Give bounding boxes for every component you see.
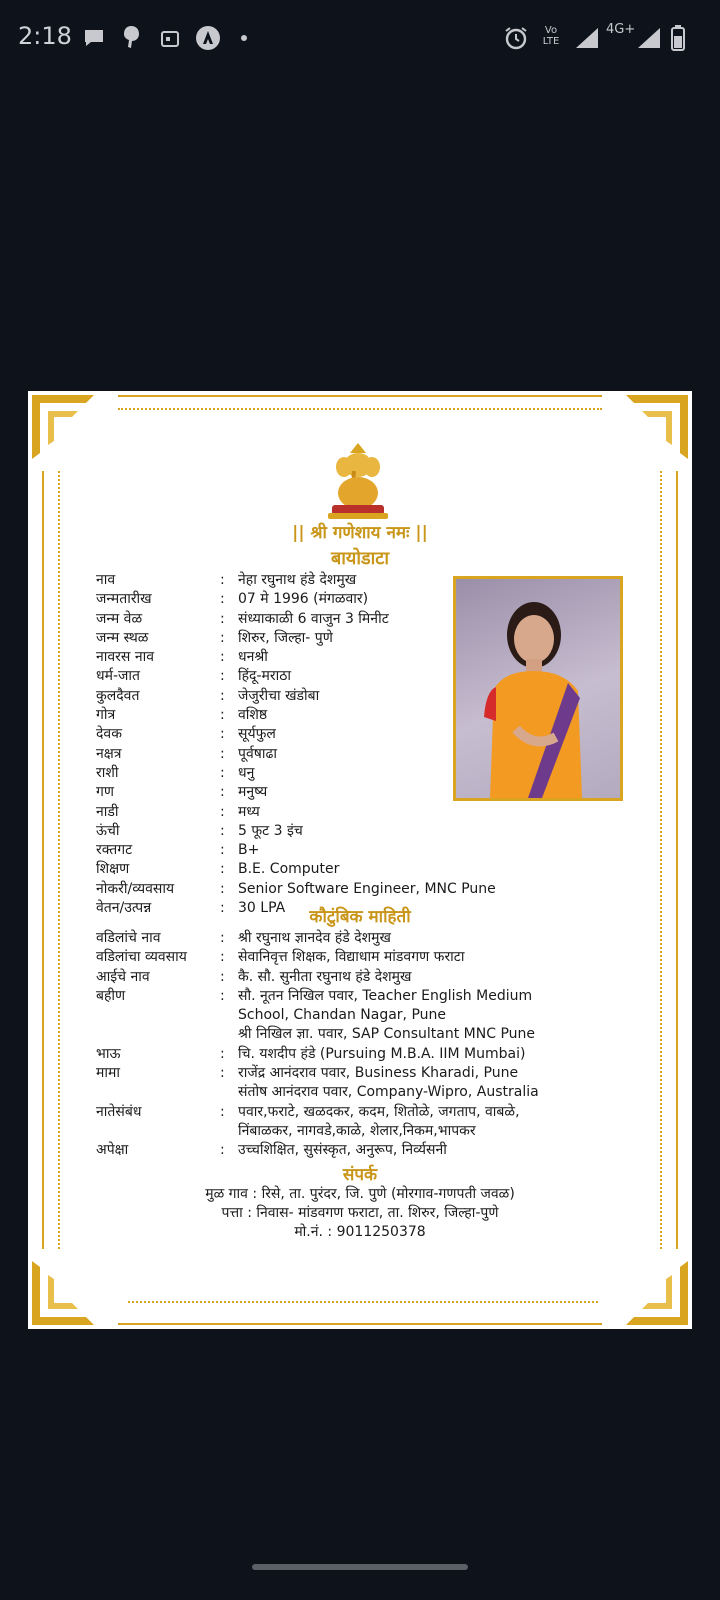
detail-row [96, 687, 656, 706]
detail-label: मामा [96, 1065, 120, 1082]
family-details [96, 929, 656, 1161]
colon-separator: : [220, 900, 225, 917]
detail-row [96, 987, 656, 1006]
colon-separator: : [220, 987, 225, 1004]
ganesh-idol-image [324, 441, 392, 521]
detail-label: जन्म वेळ [96, 610, 143, 627]
colon-separator: : [220, 784, 225, 801]
frame-border [118, 1323, 602, 1325]
detail-value: 5 फूट 3 इंच [238, 822, 303, 839]
colon-separator: : [220, 610, 225, 627]
detail-label [96, 1083, 220, 1102]
detail-value: निंबाळकर, नागवडे,काळे, शेलार,निकम,भापकर [238, 1122, 476, 1139]
detail-value: मध्य [238, 803, 260, 820]
detail-label: शिक्षण [96, 861, 130, 878]
colon-separator: : [220, 949, 225, 966]
detail-label: कुलदैवत [96, 687, 140, 704]
dot-icon [240, 34, 248, 42]
dotted-border [118, 408, 602, 410]
detail-label [96, 1025, 220, 1044]
detail-label [96, 1122, 220, 1141]
colon-separator: : [220, 629, 225, 646]
detail-value: संध्याकाळी 6 वाजुन 3 मिनीट [238, 610, 389, 627]
detail-label: अपेक्षा [96, 1142, 129, 1159]
detail-label: नाडी [96, 803, 119, 820]
detail-value: कै. सौ. सुनीता रघुनाथ हंडे देशमुख [238, 968, 412, 985]
detail-value: शिरुर, जिल्हा- पुणे [238, 629, 333, 646]
detail-label: रक्तगट [96, 842, 133, 859]
detail-value: Senior Software Engineer, MNC Pune [238, 880, 496, 897]
calendar-icon [160, 28, 180, 48]
detail-label: जन्मतारीख [96, 591, 152, 608]
colon-separator: : [220, 1045, 225, 1062]
frame-border [42, 471, 44, 1249]
detail-row [96, 968, 656, 987]
detail-value: नेहा रघुनाथ हंडे देशमुख [238, 572, 357, 588]
detail-label: भाऊ [96, 1045, 121, 1062]
detail-row [96, 841, 656, 860]
detail-row [96, 745, 656, 764]
detail-label: जन्म स्थळ [96, 629, 149, 646]
contact-heading: संपर्क [342, 1165, 378, 1185]
colon-separator: : [220, 745, 225, 762]
detail-label: नोकरी/व्यवसाय [96, 880, 175, 897]
colon-separator: : [220, 649, 225, 666]
detail-value: संतोष आनंदराव पवार, Company-Wipro, Australia [238, 1084, 539, 1101]
signal-4g-icon [636, 26, 662, 50]
colon-separator [220, 1122, 238, 1141]
detail-value: वशिष्ठ [238, 707, 268, 724]
dotted-border [58, 471, 60, 1249]
detail-value: श्री निखिल ज्ञा. पवार, SAP Consultant MNC Pune [238, 1026, 535, 1043]
detail-row [96, 803, 656, 822]
detail-row [96, 880, 656, 899]
detail-row [96, 860, 656, 879]
dotted-border [128, 1301, 598, 1303]
detail-label: वेतन/उत्पन्न [96, 900, 152, 917]
colon-separator: : [220, 687, 225, 704]
battery-icon [670, 24, 686, 52]
detail-label: राशी [96, 764, 119, 781]
detail-value: हिंदू-मराठा [238, 668, 292, 685]
detail-row [96, 783, 656, 802]
colon-separator [220, 1025, 238, 1044]
status-bar [0, 0, 720, 78]
ai-icon [195, 25, 221, 51]
detail-label: देवक [96, 726, 122, 743]
colon-separator: : [220, 968, 225, 985]
colon-separator: : [220, 880, 225, 897]
biodata-card [28, 391, 692, 1329]
detail-value: School, Chandan Nagar, Pune [238, 1007, 446, 1024]
detail-value: धनश्री [238, 649, 268, 666]
colon-separator: : [220, 822, 225, 839]
corner-ornament [624, 1261, 688, 1325]
detail-row [96, 667, 656, 686]
detail-value: सूर्यफुल [238, 726, 276, 743]
detail-value: B+ [238, 842, 260, 859]
detail-label: गण [96, 784, 115, 801]
colon-separator: : [220, 668, 225, 685]
detail-label: बहीण [96, 987, 126, 1004]
detail-value: राजेंद्र आनंदराव पवार, Business Kharadi, Pune [238, 1065, 519, 1082]
personal-details [96, 571, 656, 918]
detail-row [96, 571, 656, 590]
detail-row [96, 948, 656, 967]
colon-separator: : [220, 803, 225, 820]
detail-row [96, 1006, 656, 1025]
detail-row [96, 1122, 656, 1141]
home-indicator[interactable] [252, 1564, 468, 1570]
detail-label: आईचे नाव [96, 968, 150, 985]
detail-row [96, 1064, 656, 1083]
detail-value: मनुष्य [238, 784, 268, 801]
detail-value: पूर्वषाढा [238, 745, 277, 762]
detail-row [96, 725, 656, 744]
detail-row [96, 764, 656, 783]
colon-separator: : [220, 726, 225, 743]
detail-value: श्री रघुनाथ ज्ञानदेव हंडे देशमुख [238, 930, 391, 946]
detail-row [96, 1103, 656, 1122]
status-time: 2:18 [18, 22, 72, 50]
detail-value: सेवानिवृत्त शिक्षक, विद्याधाम मांडवगण फराटा [238, 949, 465, 966]
detail-label: नातेसंबंध [96, 1103, 142, 1120]
network-type-label: 4G+ [606, 22, 636, 37]
detail-row [96, 1083, 656, 1102]
detail-value: B.E. Computer [238, 861, 340, 878]
chat-icon [82, 26, 106, 50]
address: पत्ता : निवास- मांडवगण फराटा, ता. शिरुर, जिल्हा-पुणे [221, 1205, 499, 1221]
colon-separator [220, 1083, 238, 1102]
invocation-title: || श्री गणेशाय नमः || [292, 523, 428, 543]
detail-label [96, 1006, 220, 1025]
corner-ornament [624, 395, 688, 459]
signal-icon [574, 26, 600, 50]
colon-separator: : [220, 1103, 225, 1120]
detail-row [96, 822, 656, 841]
detail-value: चि. यशदीप हंडे (Pursuing M.B.A. IIM Mumbai) [238, 1045, 526, 1062]
family-heading: कौटुंबिक माहिती [309, 907, 411, 927]
colon-separator: : [220, 1142, 225, 1159]
detail-value: पवार,फराटे, खळदकर, कदम, शितोळे, जगताप, वाबळे, [238, 1103, 520, 1120]
detail-value: 30 LPA [238, 900, 286, 917]
colon-separator: : [220, 1065, 225, 1082]
native-place: मुळ गाव : रिसे, ता. पुरंदर, जि. पुणे (मोरगाव-गणपती जवळ) [205, 1186, 515, 1202]
detail-value: 07 मे 1996 (मंगळवार) [238, 591, 369, 608]
detail-row [96, 590, 656, 609]
detail-row [96, 1141, 656, 1160]
alarm-icon [503, 25, 529, 51]
colon-separator: : [220, 861, 225, 878]
colon-separator: : [220, 930, 225, 946]
detail-row [96, 706, 656, 725]
frame-border [118, 395, 602, 397]
volte-icon: Vo LTE [542, 25, 560, 47]
detail-label: वडिलांचे नाव [96, 930, 161, 946]
detail-value: जेजुरीचा खंडोबा [238, 687, 320, 704]
corner-ornament [32, 395, 96, 459]
mobile-number: मो.नं. : 9011250378 [294, 1224, 426, 1240]
colon-separator [220, 1006, 238, 1025]
colon-separator: : [220, 842, 225, 859]
detail-value: उच्चशिक्षित, सुसंस्कृत, अनुरूप, निर्व्यसनी [238, 1142, 447, 1159]
detail-label: ऊंची [96, 822, 120, 839]
app-icon [120, 24, 142, 50]
colon-separator: : [220, 572, 225, 588]
frame-border [676, 471, 678, 1249]
corner-ornament [32, 1261, 96, 1325]
detail-row [96, 1045, 656, 1064]
detail-row [96, 1025, 656, 1044]
detail-label: धर्म-जात [96, 668, 141, 685]
detail-label: नक्षत्र [96, 745, 122, 762]
detail-row [96, 629, 656, 648]
detail-row [96, 929, 656, 948]
detail-row [96, 610, 656, 629]
biodata-heading: बायोडाटा [330, 548, 390, 569]
colon-separator: : [220, 707, 225, 724]
detail-label: नाव [96, 572, 116, 588]
detail-value: धनु [238, 764, 255, 781]
colon-separator: : [220, 591, 225, 608]
colon-separator: : [220, 764, 225, 781]
detail-value: सौ. नूतन निखिल पवार, Teacher English Medium [238, 987, 533, 1004]
dotted-border [660, 471, 662, 1249]
detail-row [96, 648, 656, 667]
detail-label: वडिलांचा व्यवसाय [96, 949, 187, 966]
detail-label: गोत्र [96, 707, 116, 724]
detail-label: नावरस नाव [96, 649, 154, 666]
